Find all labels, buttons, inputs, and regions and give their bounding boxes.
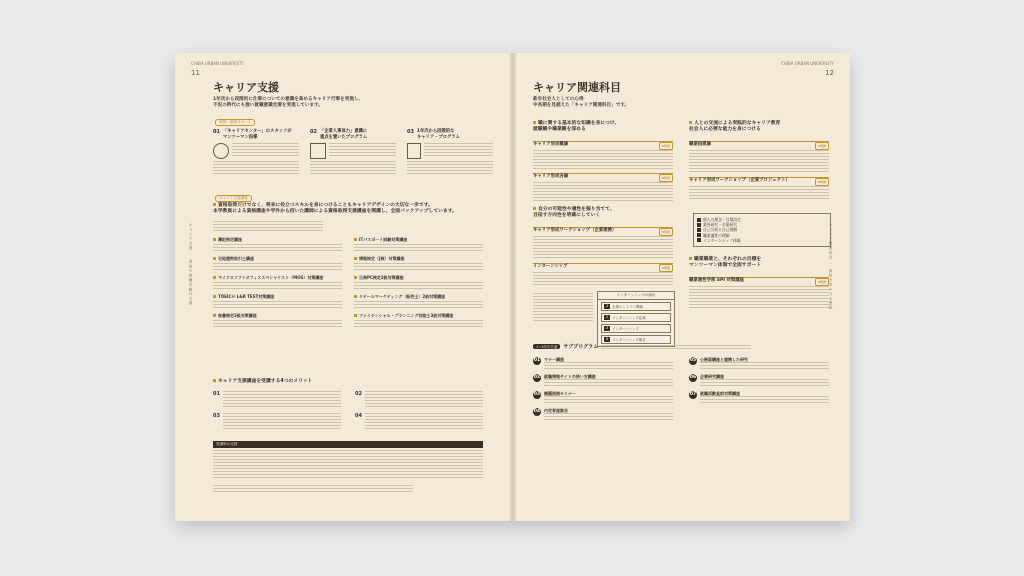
- subprogram-list-left: [533, 357, 673, 425]
- subprogram-item: 06 企業研究講座: [689, 374, 829, 387]
- building-icon: [310, 143, 326, 159]
- merit-item: 03: [213, 413, 341, 429]
- left-folio: CHIBA URBAN UNIVERSITY: [191, 61, 244, 66]
- course-item: ITパスポート試験対策講座: [354, 237, 483, 252]
- flow-step: 4 インターンシップ報告: [601, 335, 671, 344]
- col-b-bottom-heading: 職業職業と、それぞれの目標を マンツーマン体制で全面サポート: [689, 257, 762, 269]
- course-card: 職業適性学部 SPI 対策講座 3年次: [689, 277, 829, 310]
- subprogram-item: 02 就職情報サイトの使い方講座: [533, 374, 673, 387]
- merit-item: 01: [213, 391, 341, 407]
- subprogram-header: 1〜4年次共通 サブプログラム: [533, 343, 751, 350]
- step-03: 03 1年次から段階的な キャリア・プログラム: [407, 129, 493, 175]
- course-item: ファイナンシャル・プランニング技能士3級対策講座: [354, 313, 483, 328]
- col-a-mid-heading: 自分の可能性や適性を掘り当てて、 目指す方向性を明確にしていく: [533, 207, 615, 219]
- workshop-checklist: 個人の理念・目標設定 業界研究・企業研究 自己分析と自己理解 職業適性の理解 インターンシップ体験: [693, 213, 831, 247]
- col-a-heading: 職に関する基本的な知識を身につけ、 就職観や職業観を深める: [533, 121, 620, 133]
- merit-item: 02: [355, 391, 483, 407]
- course-item: TOEIC® L&R TEST対策講座: [213, 294, 342, 309]
- course-item: リテールマーケティング（販売士）2級対策講座: [354, 294, 483, 309]
- vertical-caption-right: キャリア関連科目 ｜ 資格を活かせる進路: [829, 223, 833, 311]
- subprogram-item: 04 内定者座談会: [533, 408, 673, 421]
- spine-gutter: [510, 53, 516, 521]
- left-lead: 1年次から段階的に仕事についての意識を高めるキャリア行事を実施し、 不況の時代にも強い就職意識定着を実現しています。: [213, 97, 364, 109]
- subprogram-item: 01 マナー講座: [533, 357, 673, 370]
- course-item: 秘書検定2級対策講座: [213, 313, 342, 328]
- subprogram-item: 07 就職活動直前対策講座: [689, 391, 829, 404]
- right-page-number: 12: [825, 69, 834, 77]
- subprogram-item: 03 模擬面接セミナー: [533, 391, 673, 404]
- course-card: キャリア形成概論 1年次: [533, 141, 673, 170]
- right-folio: CHIBA URBAN UNIVERSITY: [781, 61, 834, 66]
- course-item: 日商PC検定2級対策講座: [354, 275, 483, 290]
- step-01: 01 「キャリアセンター」のスタッフが マンツーマン指導: [213, 129, 299, 175]
- col-b-heading: 人との交流による実践的なキャリア教育 社会人に必要な能力を身につける: [689, 121, 781, 133]
- step-02: 02 「企業人事体力」意識に 重点を置いたプログラム: [310, 129, 396, 175]
- merits-list: [213, 391, 483, 429]
- tag-support: 個別・面談サポート: [215, 119, 255, 126]
- internship-flow: インターンシップの流れ 1 企業エントリー準備 2 インターンシップ応募 3 インターンシップ 4 インターンシップ報告: [597, 291, 675, 347]
- flow-step: 2 インターンシップ応募: [601, 313, 671, 322]
- document-icon: [407, 143, 421, 159]
- course-card: キャリア形成各論 2年次: [533, 173, 673, 202]
- tag-courses: キャリア支援講座: [215, 195, 252, 202]
- staff-icon: [213, 143, 229, 159]
- merits-heading: キャリア支援講座を受講する4つのメリット: [213, 379, 312, 385]
- fee-table: 受講料の比較: [213, 441, 483, 480]
- subprogram-list-right: [689, 357, 829, 408]
- course-item: マイクロソフトオフィススペシャリスト（MOS）対策講座: [213, 275, 342, 290]
- merit-item: 04: [355, 413, 483, 429]
- subprogram-item: 05 公務員講座と連携した研究: [689, 357, 829, 370]
- vertical-caption-left: キャリア支援 ｜ 資格や就職活動の支援: [189, 223, 193, 306]
- course-card: キャリア形成ワークショップ（企業連携） 3年次: [533, 227, 673, 258]
- courses-heading: 資格取得だけでなく、将来に役立つスキルを身につけることもキャリアデザインの大切な一歩です。 本学教員による資格講座や学外から招いた講師による資格取得支援講座を開講し、全面バックアップしています。: [213, 203, 457, 215]
- course-card: 職業指導論 1年次: [689, 141, 829, 172]
- course-item: 宅地建物取引士講座: [213, 256, 342, 271]
- left-page-number: 11: [191, 69, 200, 77]
- right-lead: 新卒社会人としての心得 中長期を見据えた「キャリア関連科目」です。: [533, 97, 630, 109]
- right-page-title: キャリア関連科目: [533, 81, 621, 94]
- left-page: [175, 53, 512, 521]
- right-page: [513, 53, 850, 521]
- flow-step: 1 企業エントリー準備: [601, 302, 671, 311]
- left-page-title: キャリア支援: [213, 81, 279, 94]
- course-item: 情報検定（J検）対策講座: [354, 256, 483, 271]
- flow-step: 3 インターンシップ: [601, 324, 671, 333]
- course-card: キャリア形成ワークショップ（企業プロジェクト） 2年次: [689, 177, 829, 200]
- course-item: 簿記検定講座: [213, 237, 342, 252]
- course-card: インターンシップ 3年次: [533, 263, 673, 286]
- brochure-spread: [175, 53, 850, 521]
- course-list: [213, 237, 483, 328]
